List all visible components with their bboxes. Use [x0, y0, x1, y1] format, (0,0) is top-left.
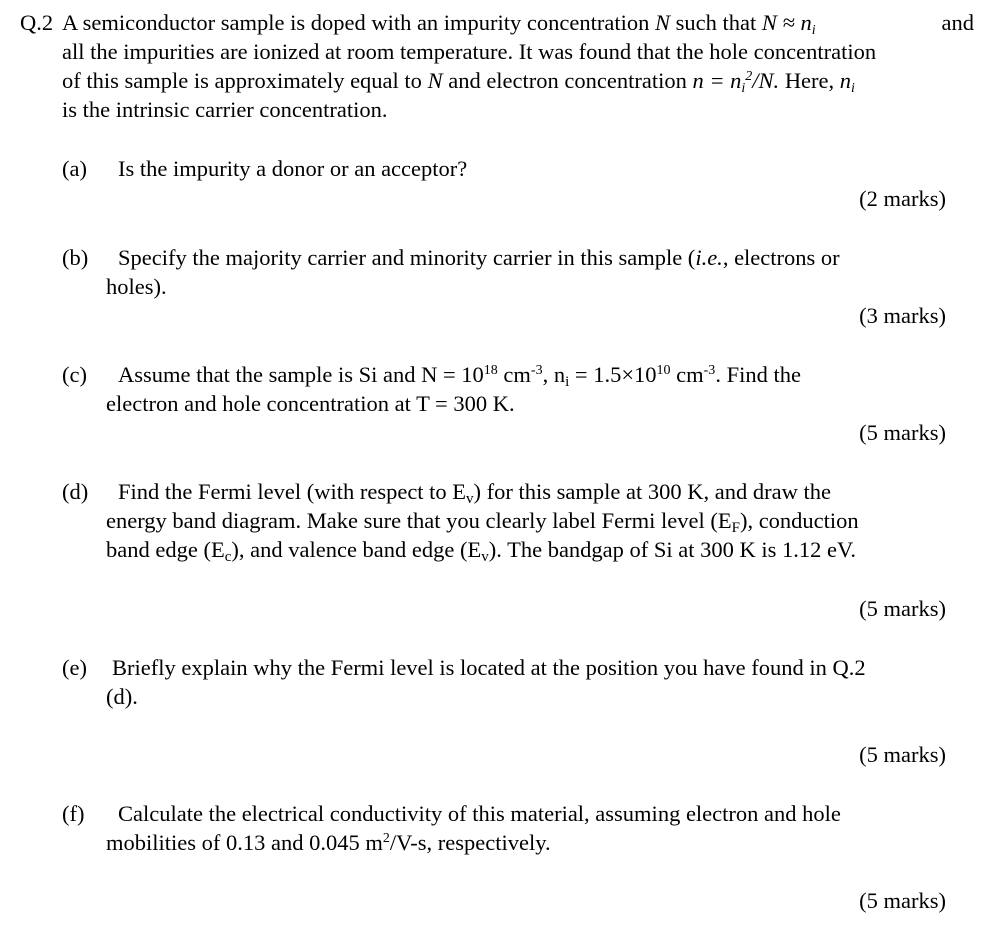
part-b-marks: (3 marks)	[859, 303, 946, 328]
part-b-label: (b)	[62, 245, 89, 270]
part-c-label: (c)	[62, 362, 87, 387]
approx-expression: $N \approx n_i$	[761, 10, 816, 38]
part-e-text: Briefly explain why the Fermi level is located at the position you have found in Q.2	[112, 655, 866, 680]
part-a-text: Is the impurity a donor or an acceptor?	[118, 156, 468, 181]
part-d-marks: (5 marks)	[859, 596, 946, 621]
part-e-line-2: (d).	[106, 684, 138, 709]
part-d-text: Find the Fermi level (with respect to $E_v$) for this sample at 300 K, and draw the	[118, 479, 831, 507]
part-f-line-2: mobilities of 0.13 and 0.045 $m^2/V-s$, respectively.	[106, 830, 551, 855]
part-d-line-3: band edge $(E_c)$, and valence band edge $(E_v)$. The bandgap of Si at 300 K is 1.12 eV.	[106, 537, 857, 565]
part-c-marks: (5 marks)	[859, 420, 946, 445]
electron-concentration-formula: $n = n_i^2/N$.	[692, 68, 780, 96]
part-e-marks: (5 marks)	[859, 742, 946, 767]
question-intro-line-4: is the intrinsic carrier concentration.	[62, 97, 388, 122]
part-b-text: Specify the majority carrier and minority carrier in this sample (i.e., electrons or	[118, 245, 840, 270]
part-d-label: (d)	[62, 479, 89, 504]
part-f-marks: (5 marks)	[859, 888, 946, 913]
part-f-label: (f)	[62, 801, 85, 826]
question-intro-line-3: of this sample is approximately equal to N and electron concentration $n = n_i^2/N$. Here, $n_i$	[62, 68, 855, 96]
question-intro-line-1: A semiconductor sample is doped with an impurity concentration N such that $N \approx n_i$ and	[62, 10, 974, 38]
question-number: Q.2	[20, 10, 54, 35]
part-f-text: Calculate the electrical conductivity of this material, assuming electron and hole	[118, 801, 841, 826]
part-d-line-2: energy band diagram. Make sure that you clearly label Fermi level $(E_F)$, conduction	[106, 508, 859, 536]
part-a-marks: (2 marks)	[859, 186, 946, 211]
part-b-line-2: holes).	[106, 274, 167, 299]
part-a-label: (a)	[62, 156, 87, 181]
part-e-label: (e)	[62, 655, 87, 680]
part-c-text: Assume that the sample is Si and $N = 10^{18}$ $cm^{-3}$, $n_i = 1.5\times 10^{10}$ $cm^{-3}$. Find the	[118, 362, 801, 390]
part-c-line-2: electron and hole concentration at T = 300 K.	[106, 391, 515, 416]
question-intro-line-2: all the impurities are ionized at room temperature. It was found that the hole concentration	[62, 39, 877, 64]
